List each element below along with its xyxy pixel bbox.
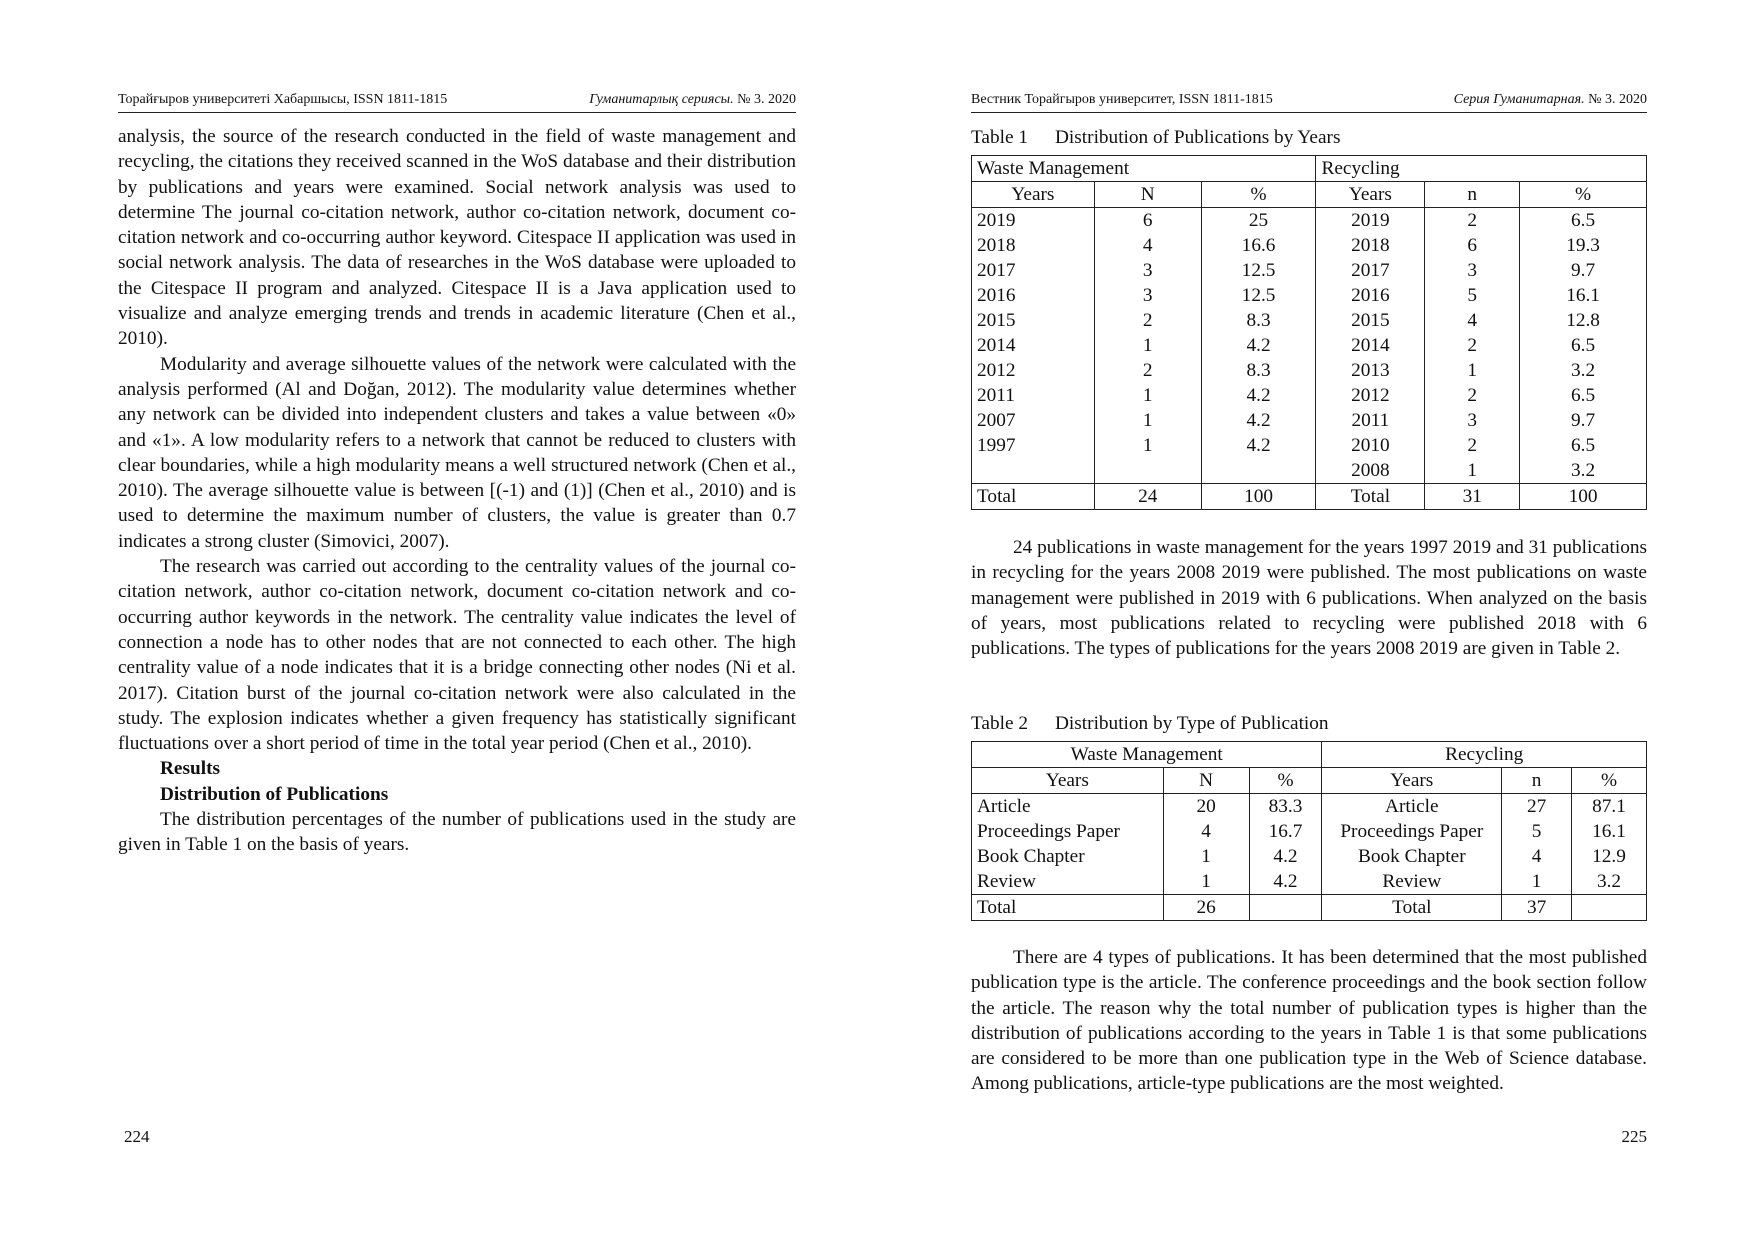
table-row (972, 333, 1647, 358)
table-cell: 2 (1094, 308, 1201, 333)
table-row (972, 283, 1647, 308)
table-cell: 1 (1425, 358, 1520, 383)
column-header: n (1502, 768, 1572, 794)
table-cell: Article (972, 794, 1164, 820)
table-row (972, 208, 1647, 234)
table-cell: 2017 (1316, 258, 1425, 283)
table-cell: 1 (1094, 408, 1201, 433)
total-cell: 26 (1163, 895, 1249, 921)
table-cell: Article (1322, 794, 1502, 820)
table-cell: 1 (1094, 333, 1201, 358)
table-group-row (972, 156, 1647, 182)
total-cell (1249, 895, 1322, 921)
table-cell: 4.2 (1201, 383, 1316, 408)
table-cell: 20 (1163, 794, 1249, 820)
column-header: Years (972, 768, 1164, 794)
table-row (972, 819, 1647, 844)
table-cell: 2011 (1316, 408, 1425, 433)
table-cell: 19.3 (1520, 233, 1647, 258)
table-cell: 16.7 (1249, 819, 1322, 844)
body-text (118, 124, 796, 858)
column-header: % (1249, 768, 1322, 794)
table-cell: 83.3 (1249, 794, 1322, 820)
table-cell: 16.6 (1201, 233, 1316, 258)
table-cell: 2007 (972, 408, 1095, 433)
table-label: Table 2 (971, 713, 1029, 734)
table-cell: 4 (1163, 819, 1249, 844)
table-cell: 2 (1425, 383, 1520, 408)
table-cell: 27 (1502, 794, 1572, 820)
table-cell: Review (972, 869, 1164, 895)
table-cell (1201, 458, 1316, 484)
column-header: Years (1322, 768, 1502, 794)
total-cell: 100 (1520, 484, 1647, 510)
table-title: Distribution of Publications by Years (1055, 127, 1341, 148)
table-cell: 9.7 (1520, 258, 1647, 283)
table-cell: 2012 (972, 358, 1095, 383)
table-header-row (972, 182, 1647, 208)
group-header: Recycling (1322, 742, 1647, 768)
table-cell: Review (1322, 869, 1502, 895)
table-group-row (972, 742, 1647, 768)
table-cell: Book Chapter (972, 844, 1164, 869)
table-cell: 2015 (972, 308, 1095, 333)
journal-title: Торайғыров университеті Хабаршысы, ISSN 1811-1815 (118, 92, 448, 107)
table-total-row (972, 895, 1647, 921)
page-number: 224 (124, 1127, 150, 1146)
table-row (972, 408, 1647, 433)
paragraph: The distribution percentages of the number of publications used in the study are given in Table 1 on the basis of years. (118, 809, 796, 856)
column-header: n (1425, 182, 1520, 208)
table-cell: 1 (1094, 383, 1201, 408)
paragraph: 24 publications in waste management for the years 1997 2019 and 31 publications in recycling for the years 2008 2019 were published. The most publications on waste management were published in 2019 with 6 publications. When analyzed on the basis of years, most publications related to recycling were published 2018 with 6 publications. The types of publications for the years 2008 2019 are given in Table 2. (971, 537, 1647, 660)
table-cell: 2018 (1316, 233, 1425, 258)
total-cell: Total (1322, 895, 1502, 921)
paragraph: There are 4 types of publications. It has been determined that the most published publication type is the article. The conference proceedings and the book section follow the article. The reason why the total number of publication types is higher than the distribution of publications according to the years in Table 1 is that some publications are considered to be more than one publication type in the Web of Science database. Among publications, article-type publications are the most weighted. (971, 947, 1647, 1095)
table-cell: 6.5 (1520, 383, 1647, 408)
table-title: Distribution by Type of Publication (1055, 713, 1329, 734)
total-cell: Total (1316, 484, 1425, 510)
running-header (118, 92, 796, 113)
table-cell: 8.3 (1201, 358, 1316, 383)
table-row (972, 383, 1647, 408)
paragraph: The research was carried out according to the centrality values of the journal co-citation network, author co-citation network, document co-citation network and co-occurring author keywords in the network. The centrality value indicates the level of connection a node has to other nodes that are not connected to each other. The high centrality value of a node indicates that it is a bridge connecting other nodes (Ni et al. 2017). Citation burst of the journal co-citation network were also calculated in the study. The explosion indicates whether a given frequency has statistically significant fluctuations over a short period of time in the total year period (Chen et al., 2010). (118, 556, 796, 755)
table-row (972, 458, 1647, 484)
table-cell: 2016 (972, 283, 1095, 308)
issue-number: № 3. 2020 (737, 92, 796, 107)
table-cell: 5 (1502, 819, 1572, 844)
table-cell: 3.2 (1520, 458, 1647, 484)
series-title (589, 92, 796, 108)
group-header: Waste Management (972, 742, 1322, 768)
table-cell: 2 (1425, 433, 1520, 458)
table-row (972, 844, 1647, 869)
table-caption (971, 712, 1329, 736)
table-publication-types (971, 741, 1647, 921)
table-cell: 4 (1094, 233, 1201, 258)
table-cell: 87.1 (1572, 794, 1647, 820)
table-cell: 2008 (1316, 458, 1425, 484)
table-cell: 4 (1425, 308, 1520, 333)
series-name: Гуманитарлық сериясы. (589, 92, 734, 107)
table-label: Table 1 (971, 127, 1029, 148)
table-cell: 2011 (972, 383, 1095, 408)
table-cell: 4.2 (1249, 869, 1322, 895)
table-cell (1094, 458, 1201, 484)
paragraph: Modularity and average silhouette values of the network were calculated with the analysis performed (Al and Doğan, 2012). The modularity value determines whether any network can be divided into independent clusters and takes a value between «0» and «1». A low modularity refers to a network that cannot be reduced to clusters with clear boundaries, while a high modularity means a well structured network (Chen et al., 2010). The average silhouette value is between [(-1) and (1)] (Chen et al., 2010) and is used to determine the maximum number of clusters, the value is greater than 0.7 indicates a strong cluster (Simovici, 2007). (118, 353, 796, 552)
table-cell: 2017 (972, 258, 1095, 283)
table-cell: 2010 (1316, 433, 1425, 458)
group-header: Recycling (1316, 156, 1647, 182)
table-row (972, 358, 1647, 383)
table-caption (971, 126, 1340, 150)
table-cell: 4.2 (1249, 844, 1322, 869)
table-cell: 2014 (1316, 333, 1425, 358)
left-page (118, 0, 796, 1241)
column-header: N (1163, 768, 1249, 794)
table-cell: 25 (1201, 208, 1316, 234)
table-row (972, 869, 1647, 895)
table-row (972, 794, 1647, 820)
series-name: Серия Гуманитарная. (1453, 92, 1585, 107)
total-cell: 24 (1094, 484, 1201, 510)
table-cell: 1 (1163, 869, 1249, 895)
subsection-heading: Distribution of Publications (160, 783, 389, 805)
table-row (972, 258, 1647, 283)
table-total-row (972, 484, 1647, 510)
table-cell: 12.5 (1201, 258, 1316, 283)
table-cell: 1 (1502, 869, 1572, 895)
table-cell: 3 (1094, 258, 1201, 283)
table-row (972, 233, 1647, 258)
table-cell: 4.2 (1201, 433, 1316, 458)
column-header: % (1520, 182, 1647, 208)
table-cell: 3 (1425, 408, 1520, 433)
table-cell: 16.1 (1520, 283, 1647, 308)
table-row (972, 308, 1647, 333)
table-cell: Proceedings Paper (972, 819, 1164, 844)
running-header (971, 92, 1647, 113)
table-cell: 1 (1094, 433, 1201, 458)
table-cell: 2019 (1316, 208, 1425, 234)
total-cell: 31 (1425, 484, 1520, 510)
table-cell: 2015 (1316, 308, 1425, 333)
table-cell: 4 (1502, 844, 1572, 869)
group-header: Waste Management (972, 156, 1316, 182)
table-cell: 6 (1425, 233, 1520, 258)
table-cell: 3.2 (1520, 358, 1647, 383)
total-cell: Total (972, 484, 1095, 510)
paragraph: analysis, the source of the research conducted in the field of waste management and recycling, the citations they received scanned in the WoS database and their distribution by publications and years were examined. Social network analysis was used to determine The journal co-citation network, author co-citation network, document co-citation network and co-occurring author keyword. Citespace II application was used in social network analysis. The data of researches in the WoS database were uploaded to the Citespace II program and analyzed. Citespace II is a Java application used to visualize and analyze emerging trends and trends in academic literature (Chen et al., 2010). (118, 126, 796, 350)
table-cell: 5 (1425, 283, 1520, 308)
table-cell: 6.5 (1520, 333, 1647, 358)
table-cell: 2 (1425, 333, 1520, 358)
table-cell: 8.3 (1201, 308, 1316, 333)
column-header: Years (972, 182, 1095, 208)
column-header: % (1572, 768, 1647, 794)
table-cell: 2018 (972, 233, 1095, 258)
table-cell: Book Chapter (1322, 844, 1502, 869)
table-header-row (972, 768, 1647, 794)
table-cell: 3.2 (1572, 869, 1647, 895)
total-cell: Total (972, 895, 1164, 921)
table-cell: 2014 (972, 333, 1095, 358)
column-header: Years (1316, 182, 1425, 208)
table-cell: 1 (1425, 458, 1520, 484)
table-cell: 4.2 (1201, 333, 1316, 358)
table-cell: 12.5 (1201, 283, 1316, 308)
table-cell: 16.1 (1572, 819, 1647, 844)
table-cell: 2019 (972, 208, 1095, 234)
table-cell: 6 (1094, 208, 1201, 234)
table-cell: 2016 (1316, 283, 1425, 308)
table-cell: 2 (1094, 358, 1201, 383)
issue-number: № 3. 2020 (1588, 92, 1647, 107)
page-number: 225 (1621, 1127, 1647, 1146)
table-cell: 12.9 (1572, 844, 1647, 869)
table-cell: 3 (1425, 258, 1520, 283)
total-cell: 37 (1502, 895, 1572, 921)
table-cell: Proceedings Paper (1322, 819, 1502, 844)
table-cell: 1997 (972, 433, 1095, 458)
column-header: % (1201, 182, 1316, 208)
section-heading: Results (160, 758, 220, 780)
table-cell: 2 (1425, 208, 1520, 234)
table-cell: 6.5 (1520, 208, 1647, 234)
table-cell (972, 458, 1095, 484)
table-cell: 2012 (1316, 383, 1425, 408)
series-title (1454, 92, 1647, 108)
table-cell: 2013 (1316, 358, 1425, 383)
table-cell: 1 (1163, 844, 1249, 869)
table-publications-by-years (971, 155, 1647, 510)
column-header: N (1094, 182, 1201, 208)
table-cell: 3 (1094, 283, 1201, 308)
table-cell: 6.5 (1520, 433, 1647, 458)
right-page (971, 0, 1647, 1241)
total-cell: 100 (1201, 484, 1316, 510)
journal-title: Вестник Торайгыров университет, ISSN 1811-1815 (971, 92, 1273, 107)
total-cell (1572, 895, 1647, 921)
table-cell: 12.8 (1520, 308, 1647, 333)
table-cell: 9.7 (1520, 408, 1647, 433)
table-row (972, 433, 1647, 458)
table-cell: 4.2 (1201, 408, 1316, 433)
